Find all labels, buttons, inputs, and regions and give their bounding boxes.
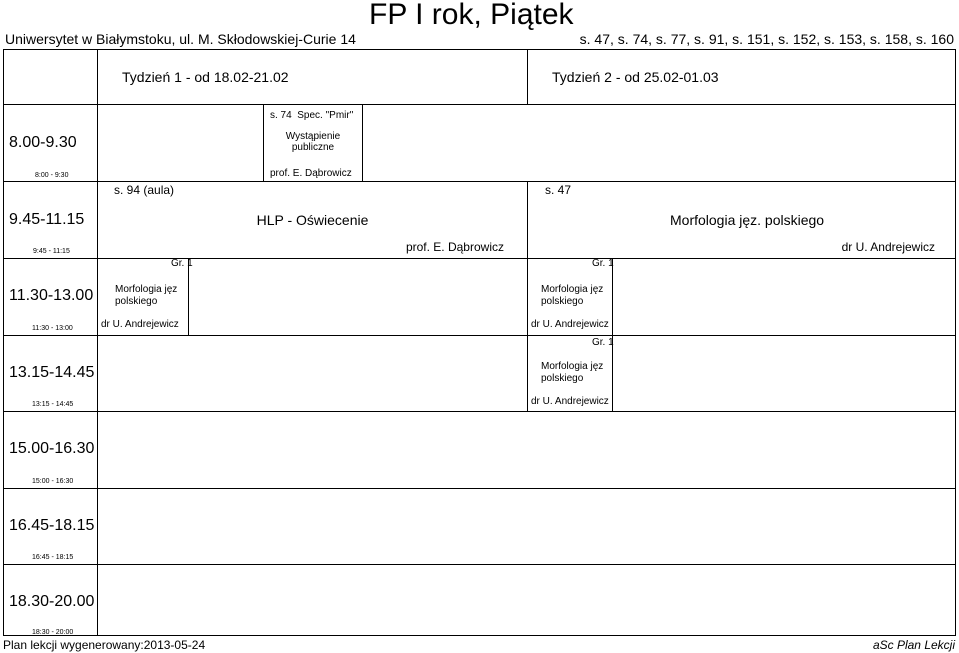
lesson-subject: polskiego (541, 296, 584, 307)
university-address: Uniwersytet w Białymstoku, ul. M. Skłodowskiej-Curie 14 (5, 31, 356, 47)
lesson-subject: polskiego (115, 296, 158, 307)
lesson-teacher: prof. E. Dąbrowicz (270, 168, 352, 179)
lesson-teacher: dr U. Andrejewicz (531, 319, 609, 330)
lesson-group: Gr. 1 (592, 337, 614, 348)
lesson-teacher: dr U. Andrejewicz (841, 240, 935, 254)
lesson-subject: Wystąpienie (285, 131, 341, 142)
timetable-grid (3, 49, 956, 636)
time-slot-small: 16:45 - 18:15 (32, 554, 74, 561)
time-slot-small: 15:00 - 16:30 (32, 478, 74, 485)
lesson-group: Gr. 1 (171, 258, 193, 269)
row-divider (3, 488, 956, 489)
page-title: FP I rok, Piątek (369, 0, 574, 31)
time-slot-small: 18:30 - 20:00 (32, 629, 74, 636)
lesson-teacher: dr U. Andrejewicz (531, 396, 609, 407)
time-slot-small: 8:00 - 9:30 (35, 172, 69, 179)
time-slot-label: 15.00-16.30 (9, 440, 95, 457)
week-1-header: Tydzień 1 - od 18.02-21.02 (122, 69, 289, 85)
row-divider (3, 564, 956, 565)
week-divider (527, 49, 528, 104)
brand-label: aSc Plan Lekcji (872, 638, 955, 652)
lesson-room: s. 94 (aula) (114, 183, 175, 197)
time-slot-label: 13.15-14.45 (9, 364, 95, 381)
lesson-subject: HLP - Oświecenie (256, 212, 369, 228)
time-slot-label: 9.45-11.15 (9, 211, 85, 228)
lesson-room: s. 47 (545, 183, 572, 197)
lesson-teacher: prof. E. Dąbrowicz (405, 240, 504, 254)
time-slot-label: 8.00-9.30 (9, 134, 77, 151)
rooms-list: s. 47, s. 74, s. 77, s. 91, s. 151, s. 152, s. 153, s. 158, s. 160 (579, 31, 954, 47)
lesson-subject: Morfologia jęz. polskiego (670, 212, 825, 228)
lesson-subject: Morfologia jęz (541, 361, 604, 372)
generated-note: Plan lekcji wygenerowany:2013-05-24 (3, 638, 206, 652)
time-slot-small: 11:30 - 13:00 (32, 325, 73, 332)
lesson-room: s. 74 Spec. "Pmir" (270, 110, 354, 121)
lesson-subject: Morfologia jęz (541, 284, 604, 295)
lesson-subject: publiczne (291, 142, 335, 153)
time-slot-label: 16.45-18.15 (9, 517, 95, 534)
time-slot-label: 18.30-20.00 (9, 593, 95, 610)
time-column-divider (97, 49, 98, 636)
lesson-group: Gr. 1 (592, 258, 614, 269)
time-slot-small: 13:15 - 14:45 (32, 401, 74, 408)
time-slot-small: 9:45 - 11:15 (33, 248, 70, 255)
lesson-teacher: dr U. Andrejewicz (101, 319, 179, 330)
row-divider (3, 411, 956, 412)
week-2-header: Tydzień 2 - od 25.02-01.03 (552, 69, 719, 85)
lesson-subject: Morfologia jęz (115, 284, 178, 295)
lesson-subject: polskiego (541, 373, 584, 384)
time-slot-label: 11.30-13.00 (9, 287, 94, 304)
row-divider (3, 104, 956, 105)
